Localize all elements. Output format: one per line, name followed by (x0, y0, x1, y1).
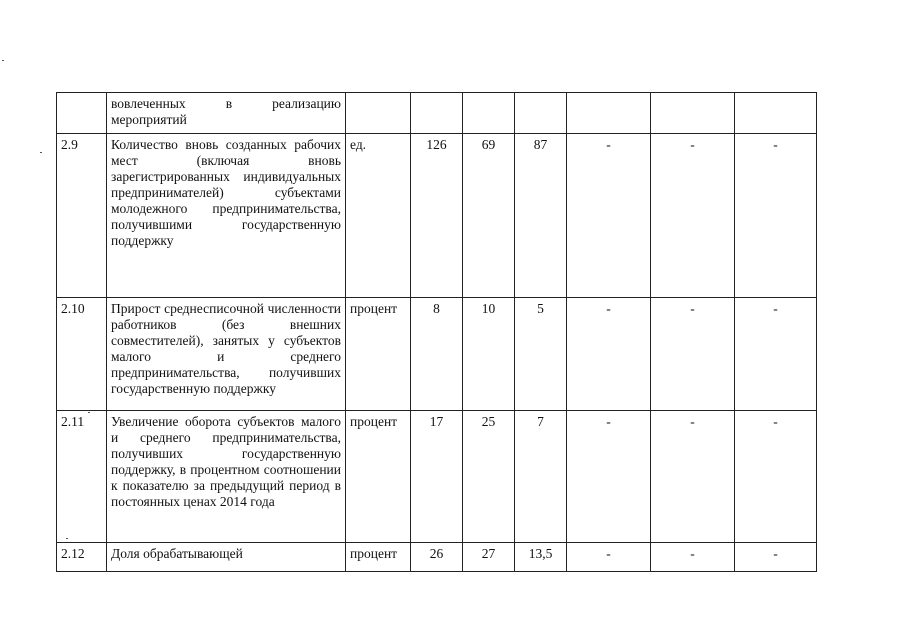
dash-cell: - (567, 134, 651, 298)
indicator-description: Доля обрабатывающей (107, 543, 346, 572)
dash-cell: - (567, 543, 651, 572)
dash-cell: - (735, 298, 817, 411)
table-row (57, 543, 817, 572)
table-row (57, 93, 817, 134)
dash-cell: - (735, 134, 817, 298)
value-cell (515, 93, 567, 134)
dash-cell: - (567, 298, 651, 411)
scan-speck (88, 412, 90, 413)
dash-cell: - (651, 411, 735, 543)
dash-cell: - (651, 298, 735, 411)
unit-of-measure: процент (346, 411, 411, 543)
unit-of-measure: процент (346, 543, 411, 572)
value-cell: 13,5 (515, 543, 567, 572)
value-cell: 126 (411, 134, 463, 298)
value-cell (411, 93, 463, 134)
unit-of-measure: ед. (346, 134, 411, 298)
table-row (57, 411, 817, 543)
dash-cell: - (735, 543, 817, 572)
row-number: 2.11 (57, 411, 107, 543)
dash-cell: - (651, 134, 735, 298)
scan-speck (66, 538, 68, 539)
dash-cell: - (567, 411, 651, 543)
row-number (57, 93, 107, 134)
value-cell: 87 (515, 134, 567, 298)
indicator-description: Количество вновь созданных рабочих мест (включая вновь зарегистрированных индивидуальных предпринимателей) субъектами молодежного предпринимательства, получившими государственную поддержку (107, 134, 346, 298)
value-cell: 69 (463, 134, 515, 298)
value-cell: 17 (411, 411, 463, 543)
value-cell: 7 (515, 411, 567, 543)
unit-of-measure (346, 93, 411, 134)
dash-cell (651, 93, 735, 134)
table-row (57, 134, 817, 298)
indicator-description: Прирост среднесписочной численности работников (без внешних совместителей), занятых у субъектов малого и среднего предпринимательства, получивших государственную поддержку (107, 298, 346, 411)
value-cell: 26 (411, 543, 463, 572)
row-number: 2.12 (57, 543, 107, 572)
row-number: 2.9 (57, 134, 107, 298)
dash-cell (567, 93, 651, 134)
table-row (57, 298, 817, 411)
value-cell (463, 93, 515, 134)
indicator-description: вовлеченных в реализацию мероприятий (107, 93, 346, 134)
value-cell: 8 (411, 298, 463, 411)
scan-speck (40, 152, 42, 153)
dash-cell: - (735, 411, 817, 543)
indicator-description: Увеличение оборота субъектов малого и среднего предпринимательства, получивших государственную поддержку, в процентном соотношении к показателю за предыдущий период в постоянных ценах 2014 года (107, 411, 346, 543)
indicators-table (56, 92, 817, 572)
value-cell: 5 (515, 298, 567, 411)
value-cell: 10 (463, 298, 515, 411)
dash-cell: - (651, 543, 735, 572)
value-cell: 27 (463, 543, 515, 572)
value-cell: 25 (463, 411, 515, 543)
scan-speck (2, 60, 4, 61)
unit-of-measure: процент (346, 298, 411, 411)
row-number: 2.10 (57, 298, 107, 411)
dash-cell (735, 93, 817, 134)
